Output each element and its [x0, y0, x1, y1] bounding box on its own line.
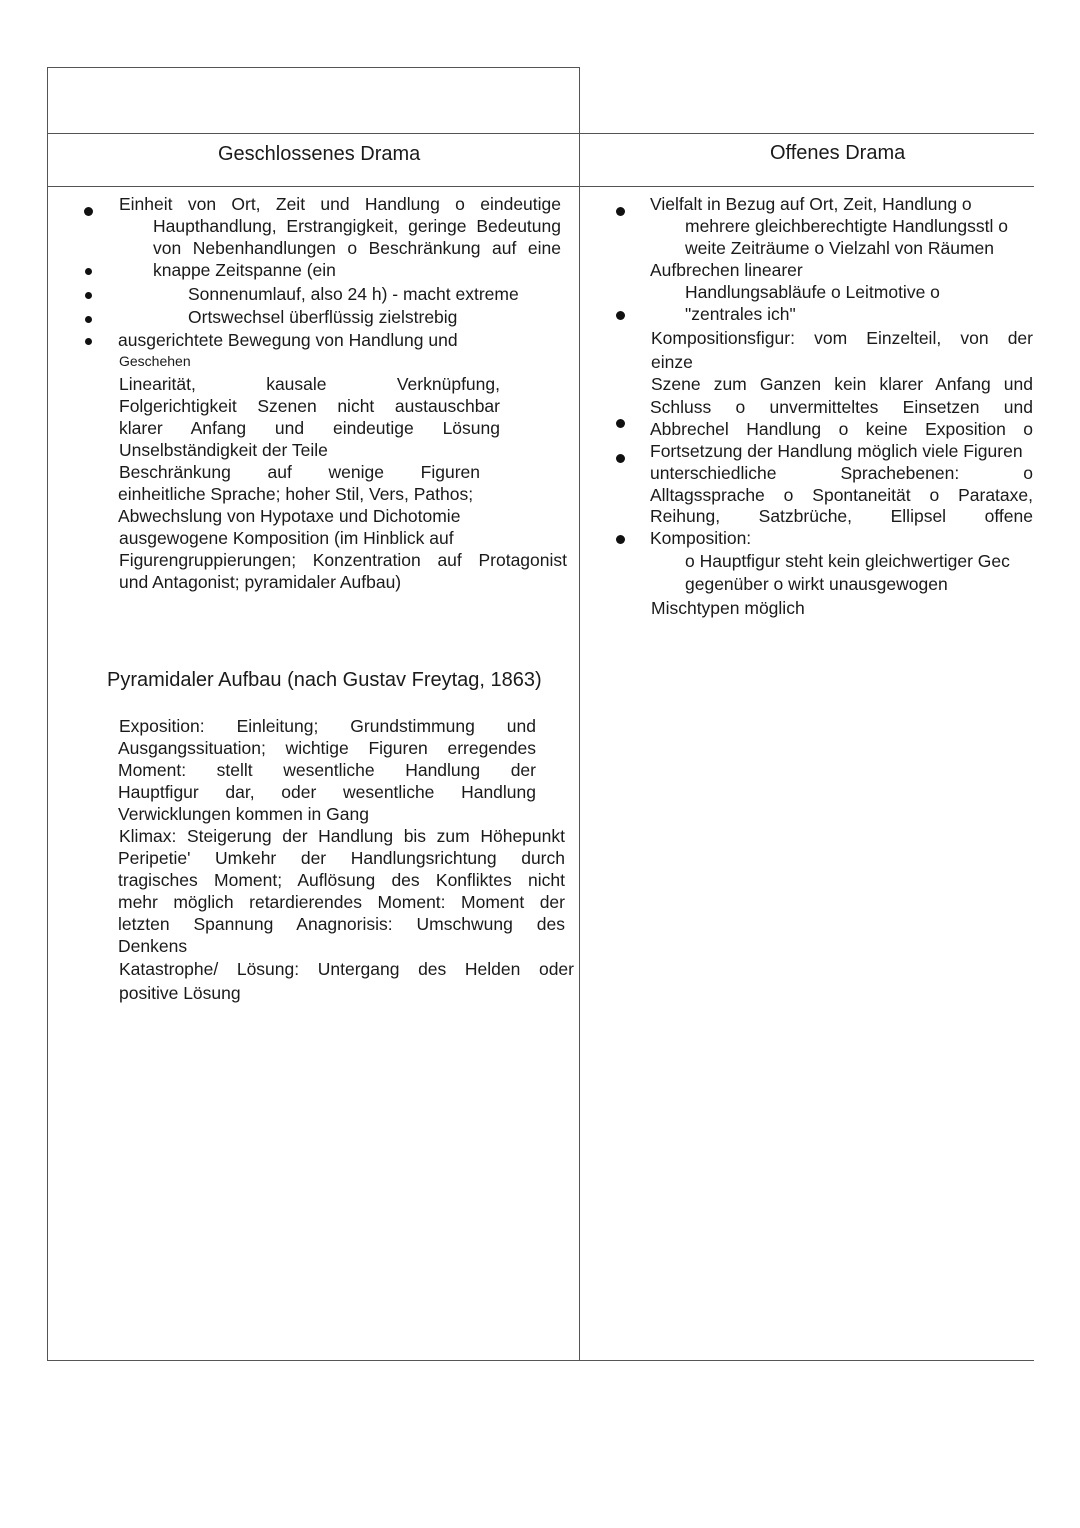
pyramid-line: Peripetie' Umkehr der Handlungsrichtung durch: [118, 848, 565, 868]
left-line: einheitliche Sprache; hoher Stil, Vers, Pathos;: [118, 484, 474, 504]
left-line: Unselbständigkeit der Teile: [119, 440, 328, 460]
right-line: Fortsetzung der Handlung möglich viele Figuren: [650, 441, 1023, 461]
right-line: Szene zum Ganzen kein klarer Anfang und: [651, 374, 1033, 394]
bullet: [616, 454, 625, 463]
pyramid-line: Hauptfigur dar, oder wesentliche Handlung: [118, 782, 536, 802]
left-line: Ortswechsel überflüssig zielstrebig: [188, 307, 458, 327]
right-line: "zentrales ich": [685, 304, 796, 324]
bullet: [84, 207, 93, 216]
right-line: Handlungsabläufe o Leitmotive o: [685, 282, 940, 302]
left-line: Einheit von Ort, Zeit und Handlung o eindeutige: [119, 194, 561, 214]
header-top-rule: [47, 133, 1034, 134]
left-line: Folgerichtigkeit Szenen nicht austauschbar: [119, 396, 500, 416]
table-top-border: [47, 67, 580, 68]
header-bottom-rule: [47, 186, 1034, 187]
right-line: o Hauptfigur steht kein gleichwertiger Gec: [685, 551, 1010, 571]
right-line: unterschiedliche Sprachebenen: o: [650, 463, 1033, 483]
left-line: Beschränkung auf wenige Figuren: [119, 462, 480, 482]
bullet: [616, 535, 625, 544]
right-line: mehrere gleichberechtigte Handlungsstl o: [685, 216, 1008, 236]
bullet: [85, 338, 92, 345]
right-line: einze: [651, 352, 693, 372]
pyramid-line: letzten Spannung Anagnorisis: Umschwung des: [118, 914, 565, 934]
left-line: und Antagonist; pyramidaler Aufbau): [119, 572, 402, 592]
left-line: Linearität, kausale Verknüpfung,: [119, 374, 500, 394]
table-middle-border: [579, 67, 580, 1361]
table-bottom-border: [47, 1360, 1034, 1361]
bullet: [616, 419, 625, 428]
right-line: Reihung, Satzbrüche, Ellipsel offene: [650, 506, 1033, 526]
column-header-closed-drama: Geschlossenes Drama: [218, 143, 421, 165]
right-line: Vielfalt in Bezug auf Ort, Zeit, Handlung o: [650, 194, 972, 214]
right-line: Abbrechel Handlung o keine Exposition o: [650, 419, 1033, 439]
pyramid-line: Ausgangssituation; wichtige Figuren erregendes: [118, 738, 536, 758]
bullet: [85, 316, 92, 323]
right-line: Schluss o unvermitteltes Einsetzen und: [650, 397, 1033, 417]
left-line: ausgerichtete Bewegung von Handlung und: [118, 330, 458, 350]
left-line: ausgewogene Komposition (im Hinblick auf: [119, 528, 454, 548]
left-line: Geschehen: [119, 353, 191, 369]
left-line: klarer Anfang und eindeutige Lösung: [119, 418, 500, 438]
left-line: von Nebenhandlungen o Beschränkung auf eine: [153, 238, 561, 258]
right-line: Alltagssprache o Spontaneität o Parataxe,: [650, 485, 1033, 505]
pyramid-line: Klimax: Steigerung der Handlung bis zum Höhepunkt: [119, 826, 565, 846]
pyramid-line: Katastrophe/ Lösung: Untergang des Helden oder: [119, 959, 574, 979]
right-line: weite Zeiträume o Vielzahl von Räumen: [685, 238, 995, 258]
pyramid-line: Verwicklungen kommen in Gang: [118, 804, 369, 824]
right-line: Kompositionsfigur: vom Einzelteil, von der: [651, 328, 1033, 348]
right-line: Mischtypen möglich: [651, 598, 805, 618]
left-line: Haupthandlung, Erstrangigkeit, geringe Bedeutung: [153, 216, 561, 236]
column-header-open-drama: Offenes Drama: [770, 142, 906, 164]
bullet: [85, 268, 92, 275]
pyramid-line: Denkens: [118, 936, 188, 956]
bullet: [616, 207, 625, 216]
right-line: Aufbrechen linearer: [650, 260, 803, 280]
pyramid-line: tragisches Moment; Auflösung des Konfliktes nicht: [118, 870, 565, 890]
bullet: [616, 311, 625, 320]
left-line: Figurengruppierungen; Konzentration auf Protagonist: [119, 550, 567, 570]
table-left-border: [47, 67, 48, 1361]
left-line: Abwechslung von Hypotaxe und Dichotomie: [118, 506, 461, 526]
pyramid-line: Moment: stellt wesentliche Handlung der: [118, 760, 536, 780]
right-line: gegenüber o wirkt unausgewogen: [685, 574, 948, 594]
right-line: Komposition:: [650, 528, 752, 548]
bullet: [85, 292, 92, 299]
pyramid-title: Pyramidaler Aufbau (nach Gustav Freytag, 1863): [107, 669, 542, 691]
left-line: Sonnenumlauf, also 24 h) - macht extreme: [188, 284, 519, 304]
pyramid-line: positive Lösung: [119, 983, 241, 1003]
pyramid-line: mehr möglich retardierendes Moment: Moment der: [118, 892, 565, 912]
pyramid-line: Exposition: Einleitung; Grundstimmung und: [119, 716, 536, 736]
left-line: knappe Zeitspanne (ein: [153, 260, 336, 280]
